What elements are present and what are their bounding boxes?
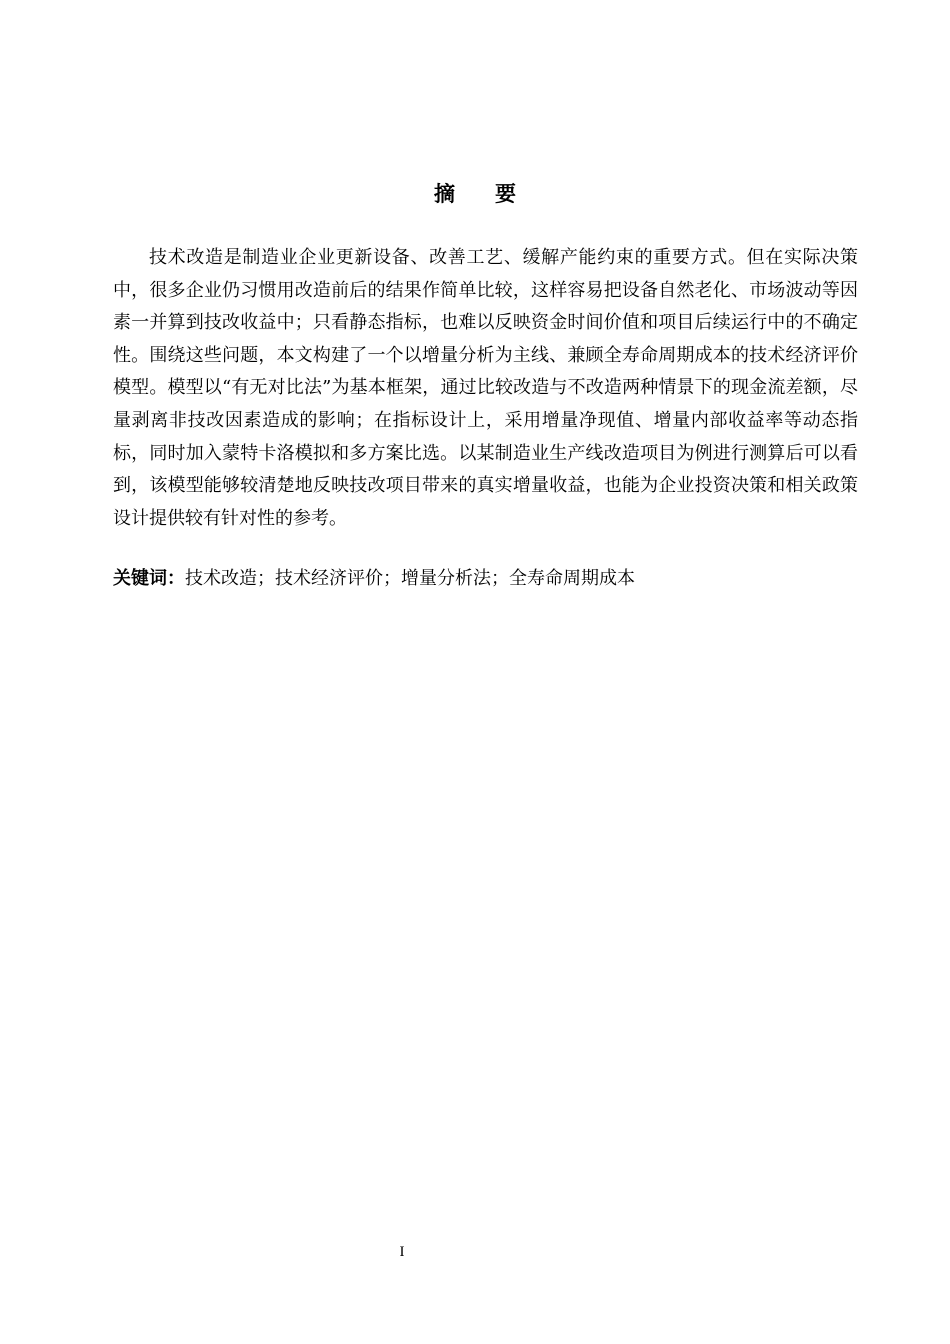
abstract-body: 技术改造是制造业企业更新设备、改善工艺、缓解产能约束的重要方式。但在实际决策中，很多企业仍习惯用改造前后的结果作简单比较，这样容易把设备自然老化、市场波动等因素一并算到技改收益中；只看静态指标，也难以反映资金时间价值和项目后续运行中的不确定性。围绕这些问题，本文构建了一个以增量分析为主线、兼顾全寿命周期成本的技术经济评价模型。模型以“有无对比法”为基本框架，通过比较改造与不改造两种情景下的现金流差额，尽量剥离非技改因素造成的影响；在指标设计上，采用增量净现值、增量内部收益率等动态指标，同时加入蒙特卡洛模拟和多方案比选。以某制造业生产线改造项目为例进行测算后可以看到，该模型能够较清楚地反映技改项目带来的真实增量收益，也能为企业投资决策和相关政策设计提供较有针对性的参考。: [113, 247, 858, 529]
keywords-label: 关键词：: [113, 568, 185, 589]
page-number: I: [399, 1244, 405, 1260]
abstract-title: 摘要: [434, 182, 556, 206]
keywords-line: [113, 563, 858, 595]
keywords-text: 技术改造；技术经济评价；增量分析法；全寿命周期成本: [185, 568, 635, 589]
